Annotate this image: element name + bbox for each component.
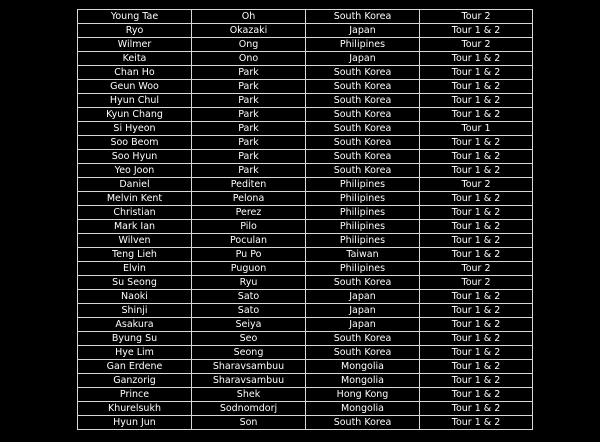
table-row [78,248,533,262]
tour-cell: Tour 2 [420,178,533,192]
table-row [78,360,533,374]
tour-cell: Tour 1 & 2 [420,66,533,80]
first-name-cell: Christian [78,206,192,220]
table-row [78,262,533,276]
first-name-cell: Melvin Kent [78,192,192,206]
tour-cell: Tour 1 & 2 [420,402,533,416]
table-row [78,192,533,206]
tour-cell: Tour 1 & 2 [420,80,533,94]
country-cell: Japan [306,24,420,38]
country-cell: Mongolia [306,360,420,374]
last-name-cell: Seong [192,346,306,360]
first-name-cell: Daniel [78,178,192,192]
tour-cell: Tour 2 [420,38,533,52]
country-cell: Japan [306,318,420,332]
last-name-cell: Sato [192,290,306,304]
country-cell: South Korea [306,108,420,122]
last-name-cell: Shek [192,388,306,402]
tour-cell: Tour 2 [420,276,533,290]
table-row [78,346,533,360]
first-name-cell: Soo Hyun [78,150,192,164]
first-name-cell: Soo Beom [78,136,192,150]
tour-cell: Tour 1 & 2 [420,52,533,66]
first-name-cell: Ryo [78,24,192,38]
table-row [78,220,533,234]
last-name-cell: Pediten [192,178,306,192]
tour-cell: Tour 1 & 2 [420,24,533,38]
country-cell: South Korea [306,122,420,136]
country-cell: Philipines [306,220,420,234]
country-cell: Mongolia [306,402,420,416]
table-row [78,10,533,24]
table-row [78,52,533,66]
last-name-cell: Ryu [192,276,306,290]
first-name-cell: Gan Erdene [78,360,192,374]
table-row [78,24,533,38]
table-row [78,164,533,178]
last-name-cell: Park [192,108,306,122]
country-cell: South Korea [306,94,420,108]
last-name-cell: Park [192,66,306,80]
table-row [78,304,533,318]
table-row [78,94,533,108]
tour-cell: Tour 1 & 2 [420,416,533,430]
table-row [78,178,533,192]
last-name-cell: Poculan [192,234,306,248]
first-name-cell: Keita [78,52,192,66]
first-name-cell: Su Seong [78,276,192,290]
table-row [78,150,533,164]
player-roster-table [77,9,533,430]
country-cell: Japan [306,290,420,304]
tour-cell: Tour 1 & 2 [420,290,533,304]
table-row [78,66,533,80]
tour-cell: Tour 1 & 2 [420,304,533,318]
tour-cell: Tour 1 & 2 [420,360,533,374]
last-name-cell: Seo [192,332,306,346]
country-cell: Philipines [306,192,420,206]
table-row [78,290,533,304]
first-name-cell: Chan Ho [78,66,192,80]
first-name-cell: Khurelsukh [78,402,192,416]
first-name-cell: Elvin [78,262,192,276]
first-name-cell: Asakura [78,318,192,332]
last-name-cell: Puguon [192,262,306,276]
first-name-cell: Hyun Chul [78,94,192,108]
country-cell: South Korea [306,164,420,178]
country-cell: South Korea [306,332,420,346]
table-row [78,136,533,150]
country-cell: Taiwan [306,248,420,262]
last-name-cell: Park [192,164,306,178]
tour-cell: Tour 2 [420,262,533,276]
tour-cell: Tour 1 & 2 [420,220,533,234]
tour-cell: Tour 1 & 2 [420,94,533,108]
first-name-cell: Shinji [78,304,192,318]
first-name-cell: Hye Lim [78,346,192,360]
table-row [78,122,533,136]
tour-cell: Tour 1 & 2 [420,164,533,178]
tour-cell: Tour 1 & 2 [420,248,533,262]
country-cell: South Korea [306,416,420,430]
country-cell: Philipines [306,206,420,220]
table-row [78,276,533,290]
first-name-cell: Mark Ian [78,220,192,234]
first-name-cell: Si Hyeon [78,122,192,136]
country-cell: Philipines [306,234,420,248]
table-row [78,206,533,220]
last-name-cell: Seiya [192,318,306,332]
country-cell: Japan [306,52,420,66]
first-name-cell: Byung Su [78,332,192,346]
country-cell: South Korea [306,10,420,24]
last-name-cell: Park [192,122,306,136]
table-row [78,234,533,248]
tour-cell: Tour 1 & 2 [420,332,533,346]
country-cell: South Korea [306,66,420,80]
last-name-cell: Sharavsambuu [192,360,306,374]
last-name-cell: Ong [192,38,306,52]
table-row [78,80,533,94]
table-row [78,402,533,416]
first-name-cell: Kyun Chang [78,108,192,122]
tour-cell: Tour 1 & 2 [420,108,533,122]
country-cell: Philipines [306,38,420,52]
table-row [78,318,533,332]
table-row [78,388,533,402]
first-name-cell: Wilmer [78,38,192,52]
last-name-cell: Sharavsambuu [192,374,306,388]
tour-cell: Tour 1 & 2 [420,150,533,164]
tour-cell: Tour 1 & 2 [420,346,533,360]
first-name-cell: Naoki [78,290,192,304]
tour-cell: Tour 1 & 2 [420,192,533,206]
first-name-cell: Teng Lieh [78,248,192,262]
last-name-cell: Pilo [192,220,306,234]
first-name-cell: Hyun Jun [78,416,192,430]
table-row [78,332,533,346]
tour-cell: Tour 1 & 2 [420,318,533,332]
country-cell: Philipines [306,262,420,276]
last-name-cell: Pu Po [192,248,306,262]
tour-cell: Tour 1 & 2 [420,374,533,388]
last-name-cell: Park [192,94,306,108]
first-name-cell: Prince [78,388,192,402]
first-name-cell: Ganzorig [78,374,192,388]
last-name-cell: Son [192,416,306,430]
country-cell: South Korea [306,150,420,164]
table-row [78,108,533,122]
country-cell: South Korea [306,346,420,360]
last-name-cell: Perez [192,206,306,220]
tour-cell: Tour 2 [420,10,533,24]
last-name-cell: Oh [192,10,306,24]
tour-cell: Tour 1 & 2 [420,388,533,402]
tour-cell: Tour 1 & 2 [420,136,533,150]
last-name-cell: Park [192,80,306,94]
country-cell: South Korea [306,80,420,94]
tour-cell: Tour 1 & 2 [420,206,533,220]
last-name-cell: Sato [192,304,306,318]
table-row [78,416,533,430]
first-name-cell: Young Tae [78,10,192,24]
country-cell: South Korea [306,136,420,150]
last-name-cell: Sodnomdorj [192,402,306,416]
country-cell: South Korea [306,276,420,290]
country-cell: Hong Kong [306,388,420,402]
country-cell: Philipines [306,178,420,192]
last-name-cell: Park [192,136,306,150]
last-name-cell: Pelona [192,192,306,206]
first-name-cell: Wilven [78,234,192,248]
last-name-cell: Park [192,150,306,164]
roster-body [78,10,533,430]
table-row [78,374,533,388]
table-row [78,38,533,52]
country-cell: Mongolia [306,374,420,388]
country-cell: Japan [306,304,420,318]
tour-cell: Tour 1 & 2 [420,234,533,248]
last-name-cell: Ono [192,52,306,66]
first-name-cell: Geun Woo [78,80,192,94]
last-name-cell: Okazaki [192,24,306,38]
tour-cell: Tour 1 [420,122,533,136]
first-name-cell: Yeo Joon [78,164,192,178]
